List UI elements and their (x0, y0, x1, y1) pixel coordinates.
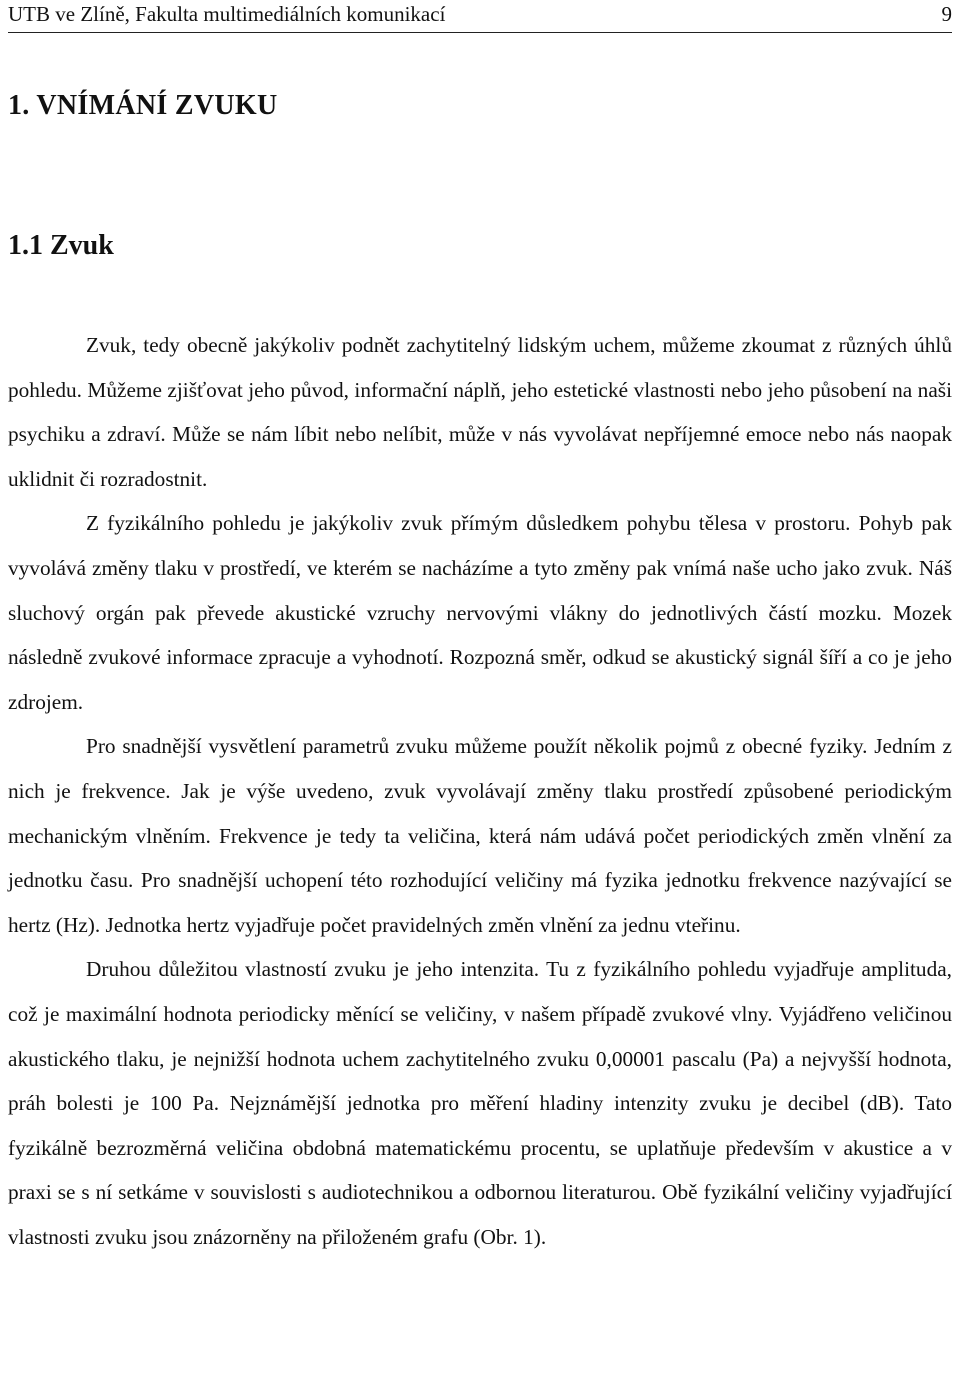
page-number: 9 (941, 2, 952, 26)
chapter-heading: 1. VNÍMÁNÍ ZVUKU (8, 90, 278, 121)
paragraph: Z fyzikálního pohledu je jakýkoliv zvuk přímým důsledkem pohybu tělesa v prostoru. Pohyb pak vyvolává změny tlaku v prostředí, ve kterém se nacházíme a tyto změny pak vnímá naše ucho jako zvuk. Náš sluchový orgán pak převede akustické vzruchy nervovými vlákny do jednotlivých částí mozku. Mozek následně zvukové informace zpracuje a vyhodnotí. Rozpozná směr, odkud se akustický signál šíří a co je jeho zdrojem. (8, 511, 952, 714)
section-heading: 1.1 Zvuk (8, 230, 114, 261)
paragraph: Pro snadnější vysvětlení parametrů zvuku můžeme použít několik pojmů z obecné fyziky. Jedním z nich je frekvence. Jak je výše uvedeno, zvuk vyvolávají změny tlaku prostředí způsobené periodickým mechanickým vlněním. Frekvence je tedy ta veličina, která nám udává počet periodických změn vlnění za jednotku času. Pro snadnější uchopení této rozhodující veličiny má fyzika jednotku frekvence nazývající se hertz (Hz). Jednotka hertz vyjadřuje počet pravidelných změn vlnění za jednu vteřinu. (8, 734, 952, 937)
body-text (8, 323, 952, 1259)
paragraph: Zvuk, tedy obecně jakýkoliv podnět zachytitelný lidským uchem, můžeme zkoumat z různých úhlů pohledu. Můžeme zjišťovat jeho původ, informační náplň, jeho estetické vlastnosti nebo jeho působení na naši psychiku a zdraví. Může se nám líbit nebo nelíbit, může v nás vyvolávat nepříjemné emoce nebo nás naopak uklidnit či rozradostnit. (8, 333, 952, 491)
header-title: UTB ve Zlíně, Fakulta multimediálních komunikací (8, 2, 446, 26)
paragraph: Druhou důležitou vlastností zvuku je jeho intenzita. Tu z fyzikálního pohledu vyjadřuje amplituda, což je maximální hodnota periodicky měnící se veličiny, v našem případě zvukové vlny. Vyjádřeno veličinou akustického tlaku, je nejnižší hodnota uchem zachytitelného zvuku 0,00001 pascalu (Pa) a nejvyšší hodnota, práh bolesti je 100 Pa. Nejznámější jednotka pro měření hladiny intenzity zvuku je decibel (dB). Tato fyzikálně bezrozměrná veličina obdobná matematickému procentu, se uplatňuje především v akustice a v praxi se s ní setkáme v souvislosti s audiotechnikou a odbornou literaturou. Obě fyzikální veličiny vyjadřující vlastnosti zvuku jsou znázorněny na přiloženém grafu (Obr. 1). (8, 957, 952, 1249)
running-header (8, 0, 952, 33)
